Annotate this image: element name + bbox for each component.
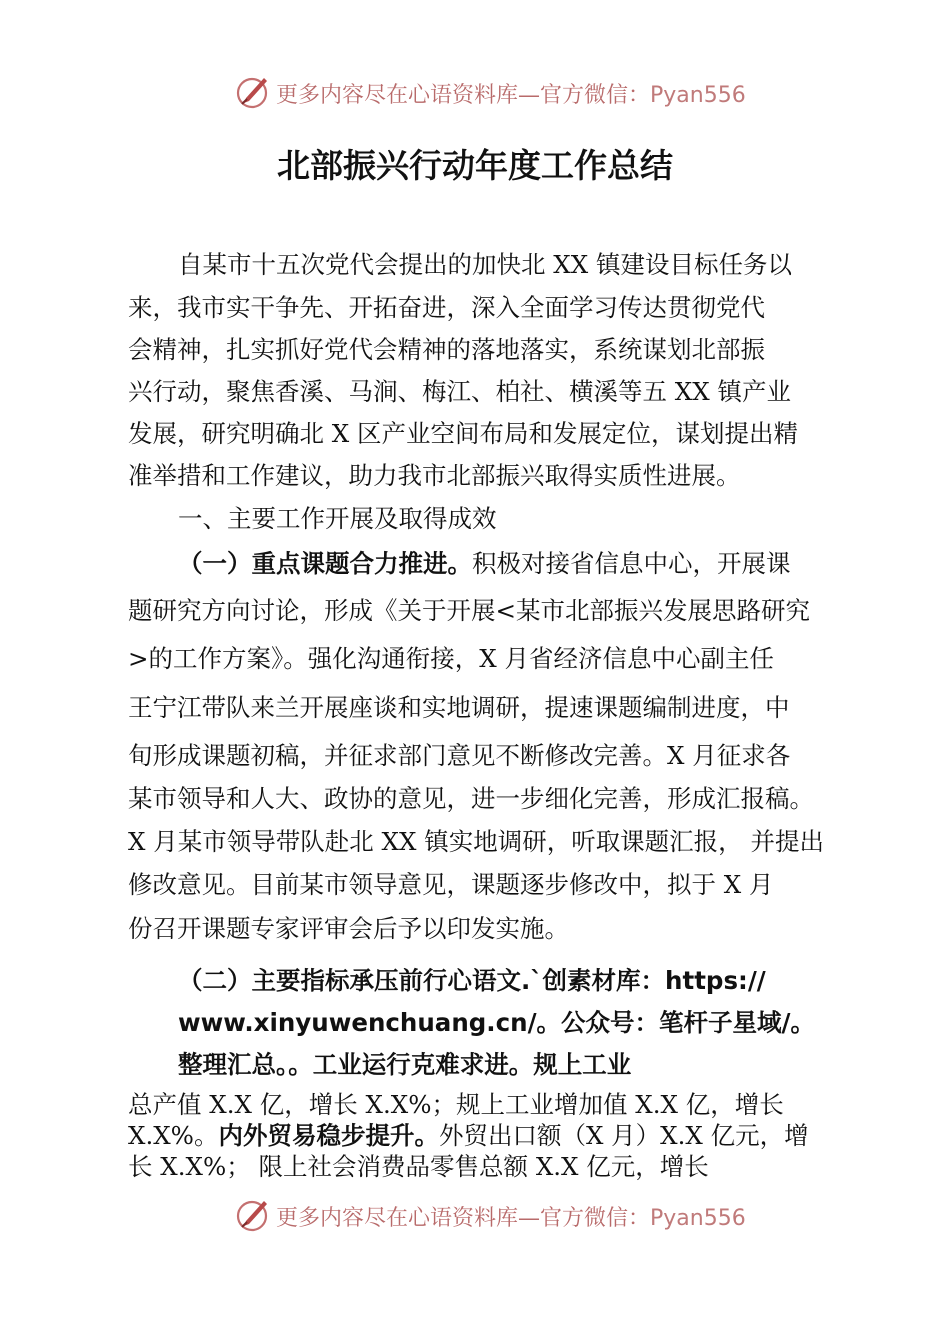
section-heading: 一、主要工作开展及取得成效 (178, 504, 497, 533)
section1-first-line (178, 545, 791, 580)
body-text: X.X%。 (128, 1121, 219, 1150)
paragraph-line: 来，我市实干争先、开拓奋进，深入全面学习传达贯彻党代 (128, 293, 765, 322)
watermark-wechat-id: Pyan556 (650, 83, 746, 108)
watermark-text: 更多内容尽在心语资料库—官方微信：Pyan556 (276, 1206, 746, 1231)
paragraph-line: 准举措和工作建议，助力我市北部振兴取得实质性进展。 (128, 461, 741, 490)
paragraph-line: 题研究方向讨论，形成《关于开展<某市北部振兴发展思路研究 (128, 596, 811, 625)
quill-logo-icon (234, 1197, 270, 1233)
watermark-header (0, 72, 950, 112)
section1-heading: （一）重点课题合力推进。 (178, 549, 472, 578)
paragraph-line: 总产值 X.X 亿，增长 X.X%；规上工业增加值 X.X 亿，增长 (128, 1090, 784, 1119)
section1-first-text: 积极对接省信息中心，开展课 (472, 549, 791, 578)
paragraph-line: X 月某市领导带队赴北 XX 镇实地调研，听取课题汇报， 并提出 (128, 827, 824, 856)
paragraph-line: 某市领导和人大、政协的意见，进一步细化完善，形成汇报稿。 (128, 784, 814, 813)
section2-heading-line: 整理汇总。。工业运行克难求进。规上工业 (178, 1050, 632, 1079)
body-text: 外贸出口额（X 月）X.X 亿元，增 (438, 1121, 809, 1150)
paragraph-line: 修改意见。目前某市领导意见，课题逐步修改中，拟于 X 月 (128, 870, 774, 899)
paragraph-line: 会精神，扎实抓好党代会精神的落地落实，系统谋划北部振 (128, 335, 765, 364)
paragraph-line (128, 1117, 809, 1152)
paragraph-line: 长 X.X%； 限上社会消费品零售总额 X.X 亿元，增长 (128, 1152, 709, 1181)
paragraph-line: 王宁江带队来兰开展座谈和实地调研，提速课题编制进度，中 (128, 693, 790, 722)
paragraph-line: 兴行动，聚焦香溪、马涧、梅江、柏社、横溪等五 XX 镇产业 (128, 377, 791, 406)
trade-heading: 内外贸易稳步提升。 (218, 1121, 439, 1150)
quill-logo-icon (234, 74, 270, 110)
watermark-footer (0, 1195, 950, 1235)
paragraph-line: 旬形成课题初稿，并征求部门意见不断修改完善。X 月征求各 (128, 741, 791, 770)
section2-heading-line: www.xinyuwenchuang.cn/。公众号：笔杆子星域/。 (178, 1008, 815, 1037)
document-title: 北部振兴行动年度工作总结 (277, 146, 673, 185)
paragraph-line: >的工作方案》。强化沟通衔接，X 月省经济信息中心副主任 (128, 644, 775, 673)
paragraph-line: 自某市十五次党代会提出的加快北 XX 镇建设目标任务以 (178, 250, 792, 279)
watermark-text: 更多内容尽在心语资料库—官方微信：Pyan556 (276, 83, 746, 108)
paragraph-line: 发展，研究明确北 X 区产业空间布局和发展定位，谋划提出精 (128, 419, 799, 448)
watermark-wechat-id: Pyan556 (650, 1206, 746, 1231)
section2-heading-line: （二）主要指标承压前行心语文.`创素材库：https:// (178, 966, 766, 995)
paragraph-line: 份召开课题专家评审会后予以印发实施。 (128, 914, 569, 943)
